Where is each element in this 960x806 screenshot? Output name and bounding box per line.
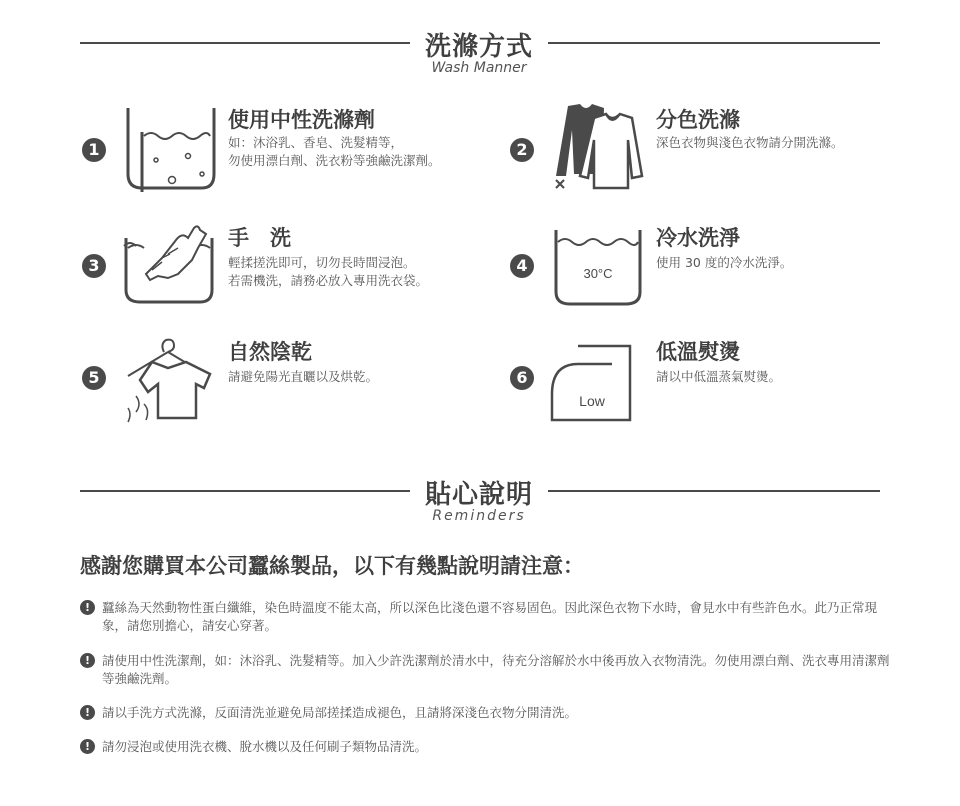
care-title-2: 分色洗滌 — [656, 108, 740, 132]
iron-low-label: Low — [579, 393, 605, 409]
hand-wash-icon — [122, 218, 218, 306]
wash-manner-title: 洗滌方式 — [424, 32, 533, 62]
exclamation-icon: ! — [80, 600, 95, 615]
reminders-title: 貼心說明 — [424, 480, 533, 510]
header-rule-left — [80, 42, 410, 44]
notice-item-3 — [80, 704, 890, 722]
step-number-4: 4 — [510, 254, 534, 278]
notice-text-2: 請使用中性洗潔劑，如：沐浴乳、洗髮精等。加入少許洗潔劑於清水中，待充分溶解於水中後再放入衣物清洗。勿使用漂白劑、洗衣專用清潔劑等強鹼洗劑。 — [102, 653, 890, 686]
detergent-basin-icon — [122, 102, 218, 192]
separate-colors-icon — [550, 100, 646, 194]
reminders-rule-left — [80, 490, 410, 492]
cold-water-temp-label: 30°C — [583, 266, 613, 281]
reminders-subtitle: Reminders — [432, 508, 526, 524]
notice-text-4: 請勿浸泡或使用洗衣機、脫水機以及任何刷子類物品清洗。 — [102, 739, 428, 754]
care-desc-1b: 勿使用漂白劑、洗衣粉等強鹼洗潔劑。 — [228, 153, 441, 168]
notice-item-2 — [80, 652, 890, 688]
step-number-2: 2 — [510, 138, 534, 162]
care-desc-3a: 輕揉搓洗即可，切勿長時間浸泡。 — [228, 255, 416, 270]
care-desc-3b: 若需機洗，請務必放入專用洗衣袋。 — [228, 273, 429, 288]
reminders-header — [0, 468, 960, 528]
care-title-5: 自然陰乾 — [228, 340, 312, 364]
exclamation-icon: ! — [80, 705, 95, 720]
step-number-1: 1 — [82, 138, 106, 162]
wash-manner-subtitle: Wash Manner — [431, 60, 527, 76]
low-heat-iron-icon — [548, 340, 644, 424]
care-desc-4: 使用 30 度的冷水洗淨。 — [656, 255, 793, 270]
step-number-3: 3 — [82, 254, 106, 278]
wash-manner-header — [0, 20, 960, 80]
step-number-5: 5 — [82, 366, 106, 390]
notice-item-4 — [80, 738, 890, 756]
header-rule-right — [548, 42, 880, 44]
care-title-6: 低溫熨燙 — [656, 340, 740, 364]
exclamation-icon: ! — [80, 653, 95, 668]
notice-text-3: 請以手洗方式洗滌，反面清洗並避免局部搓揉造成褪色，且請將深淺色衣物分開清洗。 — [102, 705, 578, 720]
notice-item-1 — [80, 599, 890, 635]
care-desc-2: 深色衣物與淺色衣物請分開洗滌。 — [656, 135, 844, 150]
reminders-rule-right — [548, 490, 880, 492]
care-title-3: 手 洗 — [228, 226, 291, 250]
care-desc-6: 請以中低溫蒸氣熨燙。 — [656, 369, 782, 384]
step-number-6: 6 — [510, 366, 534, 390]
care-desc-5: 請避免陽光直曬以及烘乾。 — [228, 369, 379, 384]
notice-text-1: 蠶絲為天然動物性蛋白纖維，染色時溫度不能太高，所以深色比淺色還不容易固色。因此深色衣物下水時，會見水中有些許色水。此乃正常現象，請您別擔心，請安心穿著。 — [102, 600, 878, 633]
notice-heading: 感謝您購買本公司蠶絲製品，以下有幾點說明請注意： — [80, 554, 584, 578]
cold-water-basin-icon — [552, 226, 644, 308]
exclamation-icon: ! — [80, 739, 95, 754]
care-desc-1a: 如：沐浴乳、香皂、洗髮精等， — [228, 135, 404, 150]
care-title-1: 使用中性洗滌劑 — [228, 108, 375, 132]
air-dry-hanger-icon — [120, 334, 218, 426]
care-title-4: 冷水洗淨 — [656, 226, 740, 250]
